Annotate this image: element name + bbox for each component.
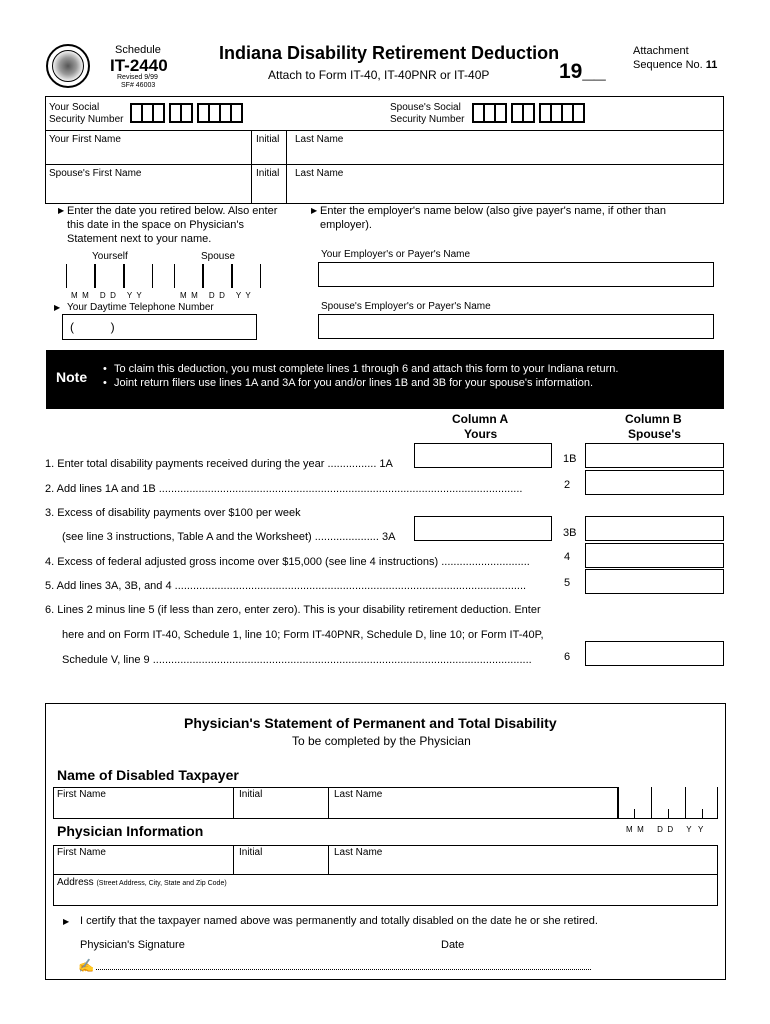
sequence-label-wrap [633,59,717,71]
bullet-icon: • [103,377,107,389]
sf-number: SF# 46003 [121,82,156,89]
phone-label: Your Daytime Telephone Number [67,302,214,313]
line-1-text: 1. Enter total disability payments received during the year ................ 1A [45,458,393,470]
spouse-employer-input[interactable] [318,314,714,339]
note-label: Note [56,369,88,385]
note-band [46,350,724,409]
physician-info-heading: Physician Information [57,823,204,839]
line-5-label: 5 [564,577,571,589]
line-6-input[interactable] [585,641,724,666]
physician-title: Physician's Statement of Permanent and Total Disability [184,715,557,731]
line-2-text: 2. Add lines 1A and 1B ....................................................................................................................... [45,483,523,495]
line-3a-input[interactable] [414,516,552,541]
ssn-label-2: Security Number [49,114,124,125]
divider [233,845,234,874]
disabled-taxpayer-heading: Name of Disabled Taxpayer [57,767,239,783]
line-6-text-c: Schedule V, line 9 ............................................................................................................................ [62,654,532,666]
yourself-label: Yourself [92,251,128,262]
physician-first-name-field[interactable]: First Name [57,847,106,858]
line-6-text-a: 6. Lines 2 minus line 5 (if less than zero, enter zero). This is your disability retirement deduction. Enter [45,604,541,616]
line-4-text: 4. Excess of federal adjusted gross income over $15,000 (see line 4 instructions) ............................. [45,556,530,568]
phone-parens: ( ) [70,320,115,334]
note-bullet-1: To claim this deduction, you must complete lines 1 through 6 and attach this form to your Indiana return. [114,363,619,375]
note-bullet-2: Joint return filers use lines 1A and 3A for you and/or lines 1B and 3B for your spouse's information. [114,377,594,389]
disabled-date-format: M M D D Y Y [626,825,704,834]
line-1b-label: 1B [563,453,577,465]
initial-field[interactable]: Initial [256,134,280,145]
date-label: Date [441,939,465,951]
physician-subtitle: To be completed by the Physician [292,734,471,748]
form-number: IT-2440 [110,56,168,75]
disabled-initial-field[interactable]: Initial [239,789,263,800]
arrow-icon: ▶ [58,206,65,215]
sequence-label: Sequence No. [633,59,703,71]
sequence-number: 11 [705,59,718,71]
spouse-employer-label: Spouse's Employer's or Payer's Name [321,301,491,312]
column-a-title: Column A [452,412,509,426]
attachment-label: Attachment [633,45,689,57]
arrow-icon: ▶ [311,206,318,215]
divider [286,130,287,204]
retire-instr-3: Statement next to your name. [67,233,212,245]
certify-text: I certify that the taxpayer named above was permanently and totally disabled on the date he or she retired. [80,915,598,927]
schedule-label: Schedule [115,44,161,56]
divider [45,164,724,165]
retire-instr-1: Enter the date you retired below. Also enter [67,205,278,217]
arrow-icon: ▶ [54,303,61,312]
retire-instr-2: this date in the space on Physician's [67,219,244,231]
ssn-label-1: Your Social [49,102,100,113]
employer-instr-1: Enter the employer's name below (also give payer's name, if other than [320,205,666,217]
divider [328,845,329,874]
signature-input[interactable] [96,969,591,970]
spouse-first-name-field[interactable]: Spouse's First Name [49,168,142,179]
date-format-yourself: M M D D Y Y [71,291,142,300]
divider [251,130,252,204]
phone-input[interactable] [62,314,257,340]
column-b-sub: Spouse's [628,427,681,441]
column-a-sub: Yours [464,427,498,441]
yourself-retire-date-input[interactable] [66,264,154,288]
line-5-input[interactable] [585,569,724,594]
divider [53,874,718,875]
line-1b-input[interactable] [585,443,724,468]
employer-instr-2: employer). [320,219,372,231]
date-format-spouse: M M D D Y Y [180,291,251,300]
line-6-text-b: here and on Form IT-40, Schedule 1, line 10; Form IT-40PNR, Schedule D, line 10; or Form IT-40P, [62,629,544,641]
line-3-text-a: 3. Excess of disability payments over $100 per week [45,507,301,519]
divider [328,787,329,819]
revised-date: Revised 9/99 [117,74,158,81]
line-4-input[interactable] [585,543,724,568]
disabled-retire-date-input[interactable] [618,787,718,819]
physician-info-grid [53,845,718,906]
your-employer-label: Your Employer's or Payer's Name [321,249,471,260]
spouse-label: Spouse [201,251,235,262]
line-2-input[interactable] [585,470,724,495]
line-5-text: 5. Add lines 3A, 3B, and 4 ................................................................................................................... [45,580,527,592]
address-label: Address [57,877,94,888]
spouse-initial-field[interactable]: Initial [256,168,280,179]
form-subtitle: Attach to Form IT-40, IT-40PNR or IT-40P [268,68,490,82]
signature-label: Physician's Signature [80,939,185,951]
your-employer-input[interactable] [318,262,714,287]
disabled-first-name-field[interactable]: First Name [57,789,106,800]
your-ssn-input[interactable] [130,103,247,123]
spouse-ssn-label-1: Spouse's Social [390,102,461,113]
line-6-label: 6 [564,651,571,663]
physician-initial-field[interactable]: Initial [239,847,263,858]
first-name-field[interactable]: Your First Name [49,134,121,145]
address-hint: (Street Address, City, State and Zip Code) [96,880,227,887]
line-3-text-b: (see line 3 instructions, Table A and the Worksheet) ..................... 3A [62,531,396,543]
line-3b-label: 3B [563,527,577,539]
last-name-field[interactable]: Last Name [295,134,344,145]
bullet-icon: • [103,363,107,375]
spouse-ssn-label-2: Security Number [390,114,465,125]
tax-year: 19__ [559,60,606,83]
spouse-ssn-input[interactable] [472,103,589,123]
line-2-label: 2 [564,479,571,491]
divider [45,130,724,131]
divider [233,787,234,819]
column-b-title: Column B [625,412,682,426]
arrow-icon: ▶ [63,917,70,926]
physician-address-field[interactable] [57,877,227,888]
physician-last-name-field[interactable]: Last Name [334,847,383,858]
spouse-retire-date-input[interactable] [174,264,262,288]
form-title: Indiana Disability Retirement Deduction [219,43,560,63]
line-4-label: 4 [564,551,571,563]
indiana-state-seal [46,44,90,88]
line-1a-input[interactable] [414,443,552,468]
disabled-last-name-field[interactable]: Last Name [334,789,383,800]
pen-icon: ✍ [78,958,95,973]
spouse-last-name-field[interactable]: Last Name [295,168,344,179]
line-3b-input[interactable] [585,516,724,541]
